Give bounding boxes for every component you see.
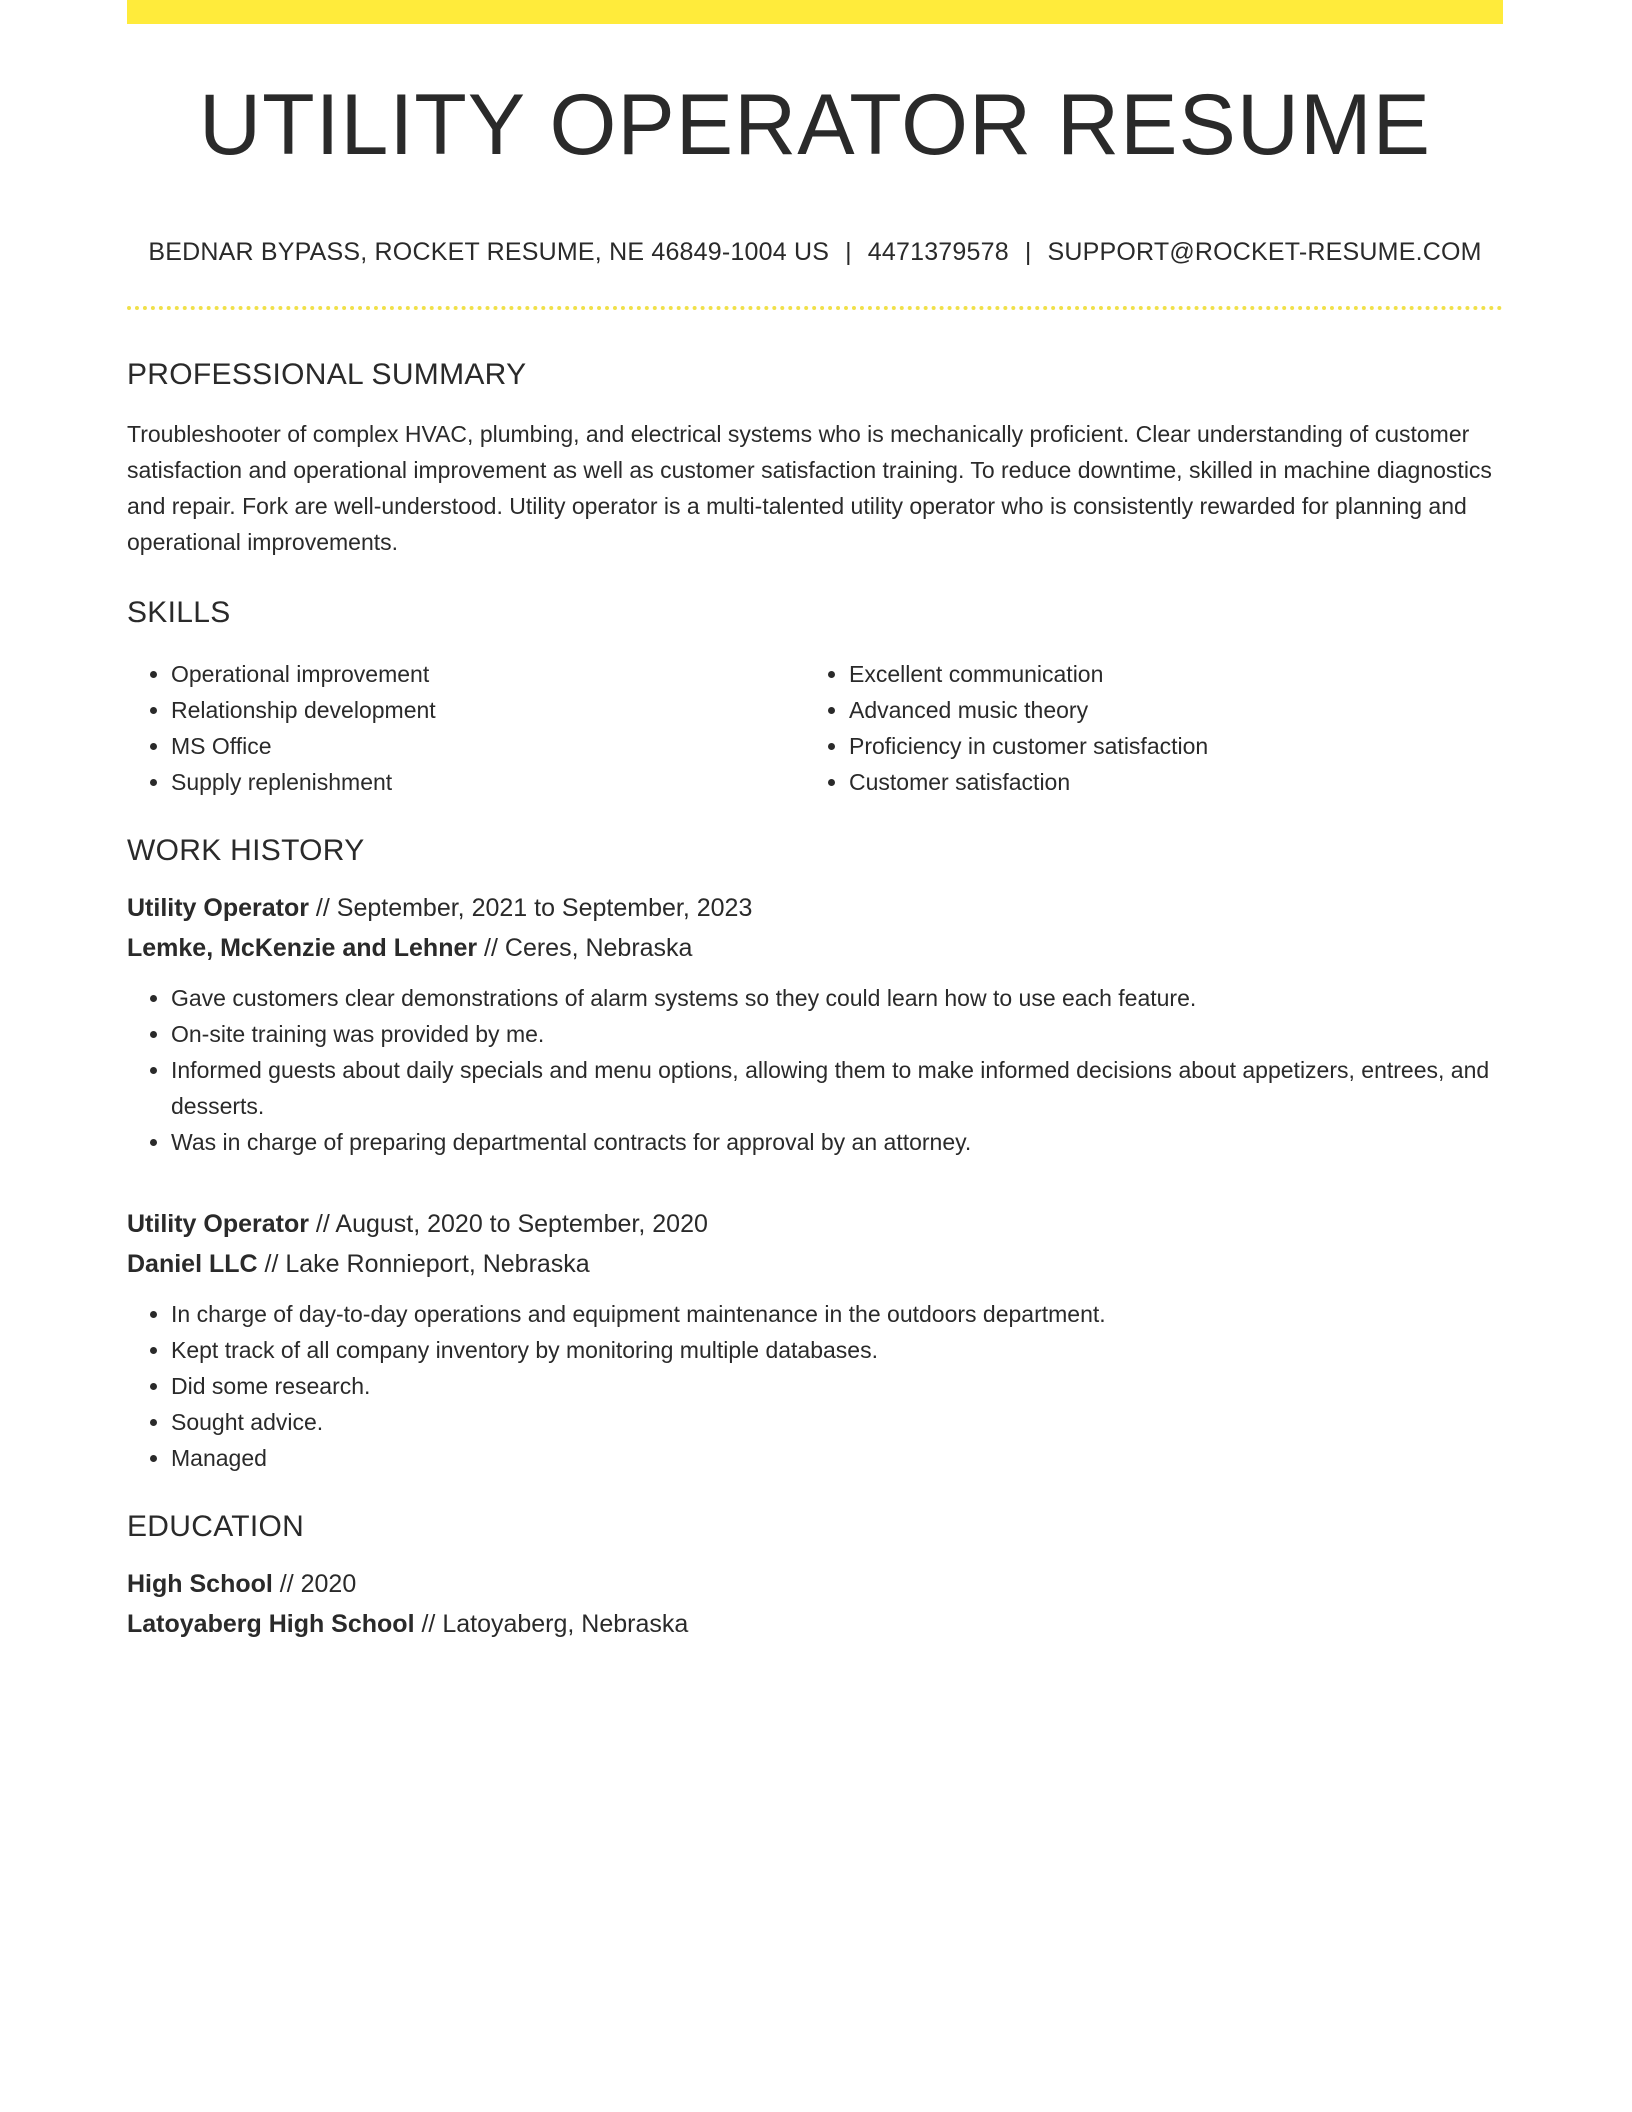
job-bullet: • In charge of day-to-day operations and equipment maintenance in the outdoors department.: [171, 1296, 1503, 1332]
job-title: Utility Operator: [127, 894, 309, 922]
education-degree-line: [127, 1564, 1503, 1604]
contact-line: [127, 238, 1503, 267]
skill-item: • Proficiency in customer satisfaction: [849, 728, 1503, 764]
job-bullet: • Gave customers clear demonstrations of alarm systems so they could learn how to use each feature.: [171, 980, 1503, 1016]
skill-item: • Customer satisfaction: [849, 764, 1503, 800]
job-title-line: [127, 1204, 1503, 1244]
work-history-heading: WORK HISTORY: [127, 834, 365, 867]
accent-top-bar: [127, 0, 1503, 24]
education-year: // 2020: [272, 1570, 357, 1598]
contact-email: SUPPORT@ROCKET-RESUME.COM: [1047, 238, 1482, 266]
skills-heading: SKILLS: [127, 596, 231, 629]
job-dates: // September, 2021 to September, 2023: [308, 894, 753, 922]
skills-list-left: [127, 656, 805, 800]
job-dates: // August, 2020 to September, 2020: [308, 1210, 708, 1238]
job-bullet: • Sought advice.: [171, 1404, 1503, 1440]
job-company-line: [127, 928, 1503, 968]
education-school-line: [127, 1604, 1503, 1644]
education-heading: EDUCATION: [127, 1510, 305, 1543]
skill-item: • MS Office: [171, 728, 805, 764]
job-entry: [127, 888, 1503, 1160]
dotted-divider: [127, 306, 1503, 310]
job-company-line: [127, 1244, 1503, 1284]
skill-item: • Relationship development: [171, 692, 805, 728]
page-title: UTILITY OPERATOR RESUME: [199, 77, 1431, 173]
job-title: Utility Operator: [127, 1210, 309, 1238]
education-degree: High School: [127, 1570, 273, 1598]
job-entry: [127, 1204, 1503, 1476]
education-entry: [127, 1564, 1503, 1644]
skill-item: • Advanced music theory: [849, 692, 1503, 728]
job-bullet: • Managed: [171, 1440, 1503, 1476]
job-company: Daniel LLC: [127, 1250, 258, 1278]
job-company: Lemke, McKenzie and Lehner: [127, 934, 478, 962]
contact-separator: |: [1024, 238, 1032, 266]
skill-item: • Supply replenishment: [171, 764, 805, 800]
summary-text: Troubleshooter of complex HVAC, plumbing, and electrical systems who is mechanically proficient. Clear understanding of customer satisfaction and operational improvement as well as customer satisfaction training. To reduce downtime, skilled in machine diagnostics and repair. Fork are well-understood. Utility operator is a multi-talented utility operator who is consistently rewarded for planning and operational improvements.: [127, 421, 1492, 555]
job-location: // Ceres, Nebraska: [477, 934, 693, 962]
contact-separator: |: [845, 238, 852, 266]
skills-grid: [127, 656, 1503, 800]
education-school: Latoyaberg High School: [127, 1610, 415, 1638]
summary-heading: PROFESSIONAL SUMMARY: [127, 358, 527, 391]
job-bullet: • Was in charge of preparing departmental contracts for approval by an attorney.: [171, 1124, 1503, 1160]
skills-list-right: [805, 656, 1503, 800]
skill-item: • Operational improvement: [171, 656, 805, 692]
resume-page: [127, 0, 1503, 1644]
job-bullet-list: [127, 1296, 1503, 1476]
job-bullet: • Kept track of all company inventory by monitoring multiple databases.: [171, 1332, 1503, 1368]
job-location: // Lake Ronnieport, Nebraska: [257, 1250, 590, 1278]
contact-phone: 4471379578: [867, 238, 1009, 266]
job-bullet: • On-site training was provided by me.: [171, 1016, 1503, 1052]
job-bullet: • Did some research.: [171, 1368, 1503, 1404]
education-location: // Latoyaberg, Nebraska: [414, 1610, 689, 1638]
contact-address: BEDNAR BYPASS, ROCKET RESUME, NE 46849-1004 US: [148, 238, 830, 266]
skill-item: • Excellent communication: [849, 656, 1503, 692]
job-title-line: [127, 888, 1503, 928]
job-bullet-list: [127, 980, 1503, 1160]
job-bullet: • Informed guests about daily specials and menu options, allowing them to make informed decisions about appetizers, entrees, and desserts.: [171, 1052, 1503, 1124]
